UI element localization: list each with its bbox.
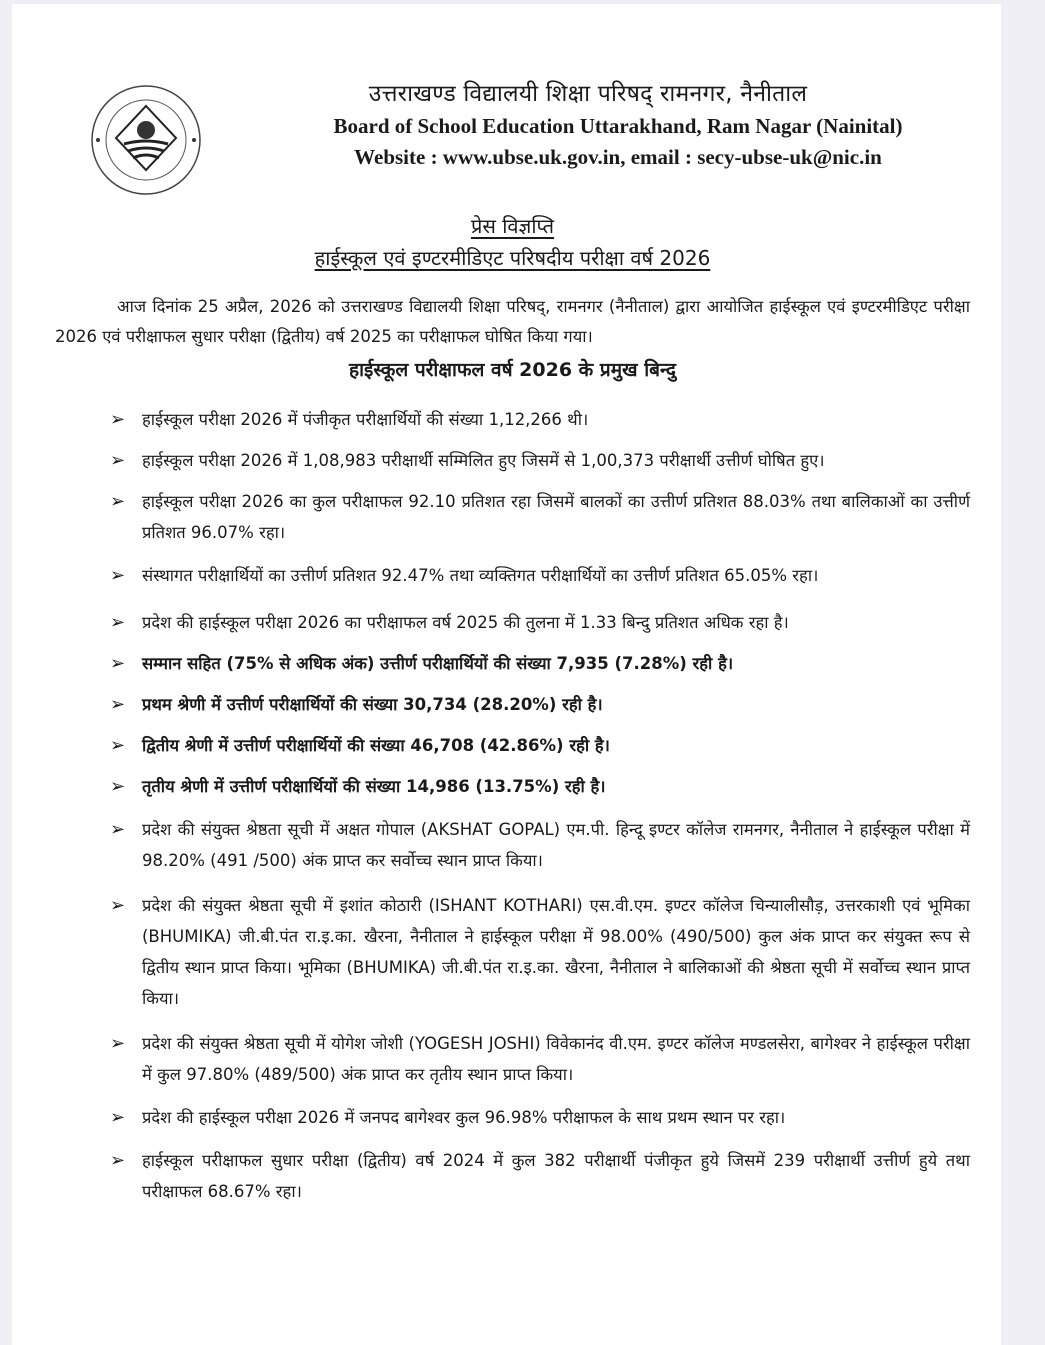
exam-title xyxy=(0,244,1025,271)
arrow-bullet-icon: ➢ xyxy=(110,491,126,512)
exam-title-label: हाईस्कूल एवं इण्टरमीडिएट परिषदीय परीक्षा वर्ष 2026 xyxy=(314,246,711,270)
press-release-label: प्रेस विज्ञप्ति xyxy=(470,214,555,238)
arrow-bullet-icon: ➢ xyxy=(110,612,126,633)
list-item-text: प्रदेश की संयुक्त श्रेष्ठता सूची में अक्षत गोपाल (AKSHAT GOPAL) एम.पी. हिन्दू इण्टर कॉलेज रामनगर, नैनीताल ने हाईस्कूल परीक्षा में 98.20% (491 /500) अंक प्राप्त कर सर्वोच्च स्थान प्राप्त किया। xyxy=(142,820,970,870)
arrow-bullet-icon: ➢ xyxy=(110,653,126,674)
arrow-bullet-icon: ➢ xyxy=(110,735,126,756)
arrow-bullet-icon: ➢ xyxy=(110,450,126,471)
list-item-text: प्रदेश की संयुक्त श्रेष्ठता सूची में योगेश जोशी (YOGESH JOSHI) विवेकानंद वी.एम. इण्टर कॉलेज मण्डलसेरा, बागेश्वर ने हाईस्कूल परीक्षा में कुल 97.80% (489/500) अंक प्राप्त कर तृतीय स्थान प्राप्त किया। xyxy=(142,1034,970,1084)
list-item-text: संस्थागत परीक्षार्थियों का उत्तीर्ण प्रतिशत 92.47% तथा व्यक्तिगत परीक्षार्थियों का उत्तीर्ण प्रतिशत 65.05% रहा। xyxy=(142,566,819,585)
list-item xyxy=(110,890,970,1014)
list-item xyxy=(110,607,970,638)
arrow-bullet-icon: ➢ xyxy=(110,776,126,797)
list-item xyxy=(110,486,970,548)
arrow-bullet-icon: ➢ xyxy=(110,565,126,586)
list-item-text: प्रथम श्रेणी में उत्तीर्ण परीक्षार्थियों की संख्या 30,734 (28.20%) रही है। xyxy=(142,695,603,714)
list-item-text: प्रदेश की हाईस्कूल परीक्षा 2026 का परीक्षाफल वर्ष 2025 की तुलना में 1.33 बिन्दु प्रतिशत अधिक रहा है। xyxy=(142,613,789,632)
list-item xyxy=(110,560,970,591)
list-item-text: हाईस्कूल परीक्षा 2026 में पंजीकृत परीक्षार्थियों की संख्या 1,12,266 थी। xyxy=(142,410,589,429)
org-name-hindi: उत्तराखण्ड विद्यालयी शिक्षा परिषद् रामनगर, नैनीताल xyxy=(368,81,808,107)
intro-paragraph: आज दिनांक 25 अप्रैल, 2026 को उत्तराखण्ड विद्यालयी शिक्षा परिषद्, रामनगर (नैनीताल) द्वारा आयोजित हाईस्कूल एवं इण्टरमीडिएट परीक्षा 2026 एवं परीक्षाफल सुधार परीक्षा (द्वितीय) वर्ष 2025 का परीक्षाफल घोषित किया गया। xyxy=(55,297,970,346)
list-item xyxy=(110,1028,970,1090)
highlights-list xyxy=(110,404,970,1207)
list-item-text: तृतीय श्रेणी में उत्तीर्ण परीक्षार्थियों की संख्या 14,986 (13.75%) रही है। xyxy=(142,777,606,796)
list-item-text: हाईस्कूल परीक्षाफल सुधार परीक्षा (द्वितीय) वर्ष 2024 में कुल 382 परीक्षार्थी पंजीकृत हुये जिसमें 239 परीक्षार्थी उत्तीर्ण हुये तथा परीक्षाफल 68.67% रहा। xyxy=(142,1151,970,1201)
list-item xyxy=(110,648,970,679)
arrow-bullet-icon: ➢ xyxy=(110,1033,126,1054)
list-item xyxy=(110,1145,970,1207)
arrow-bullet-icon: ➢ xyxy=(110,895,126,916)
list-item xyxy=(110,730,970,761)
arrow-bullet-icon: ➢ xyxy=(110,1107,126,1128)
list-item-text: प्रदेश की संयुक्त श्रेष्ठता सूची में इशांत कोठारी (ISHANT KOTHARI) एस.वी.एम. इण्टर कॉलेज चिन्यालीसौड़, उत्तरकाशी एवं भूमिका (BHUMIKA) जी.बी.पंत रा.इ.का. खैरना, नैनीताल ने हाईस्कूल परीक्षा में 98.00% (490/500) कुल अंक प्राप्त कर संयुक्त रूप से द्वितीय स्थान प्राप्त किया। भूमिका (BHUMIKA) जी.बी.पंत रा.इ.का. खैरना, नैनीताल ने बालिकाओं की श्रेष्ठता सूची में सर्वोच्च स्थान प्राप्त किया। xyxy=(142,896,970,1008)
list-item-text: प्रदेश की हाईस्कूल परीक्षा 2026 में जनपद बागेश्वर कुल 96.98% परीक्षाफल के साथ प्रथम स्थान पर रहा। xyxy=(142,1108,786,1127)
list-item-text: हाईस्कूल परीक्षा 2026 में 1,08,983 परीक्षार्थी सम्मिलित हुए जिसमें से 1,00,373 परीक्षार्थी उत्तीर्ण घोषित हुए। xyxy=(142,451,825,470)
arrow-bullet-icon: ➢ xyxy=(110,409,126,430)
org-name-english: Board of School Education Uttarakhand, Ram Nagar (Nainital) xyxy=(333,114,903,138)
board-seal-icon xyxy=(88,82,204,198)
list-item-text: सम्मान सहित (75% से अधिक अंक) उत्तीर्ण परीक्षार्थियों की संख्या 7,935 (7.28%) रही है। xyxy=(142,654,734,673)
arrow-bullet-icon: ➢ xyxy=(110,694,126,715)
list-item xyxy=(110,1102,970,1133)
list-item xyxy=(110,689,970,720)
list-item xyxy=(110,404,970,435)
list-item-text: हाईस्कूल परीक्षा 2026 का कुल परीक्षाफल 92.10 प्रतिशत रहा जिसमें बालकों का उत्तीर्ण प्रतिशत 88.03% तथा बालिकाओं का उत्तीर्ण प्रतिशत 96.07% रहा। xyxy=(142,492,970,542)
list-item xyxy=(110,771,970,802)
list-item xyxy=(110,814,970,876)
list-item-text: द्वितीय श्रेणी में उत्तीर्ण परीक्षार्थियों की संख्या 46,708 (42.86%) रही है। xyxy=(142,736,610,755)
list-item xyxy=(110,445,970,476)
arrow-bullet-icon: ➢ xyxy=(110,819,126,840)
arrow-bullet-icon: ➢ xyxy=(110,1150,126,1171)
press-release-title xyxy=(0,212,1025,239)
org-contact: Website : www.ubse.uk.gov.in, email : secy-ubse-uk@nic.in xyxy=(354,145,882,169)
highlights-subheading: हाईस्कूल परीक्षाफल वर्ष 2026 के प्रमुख बिन्दु xyxy=(349,359,676,381)
